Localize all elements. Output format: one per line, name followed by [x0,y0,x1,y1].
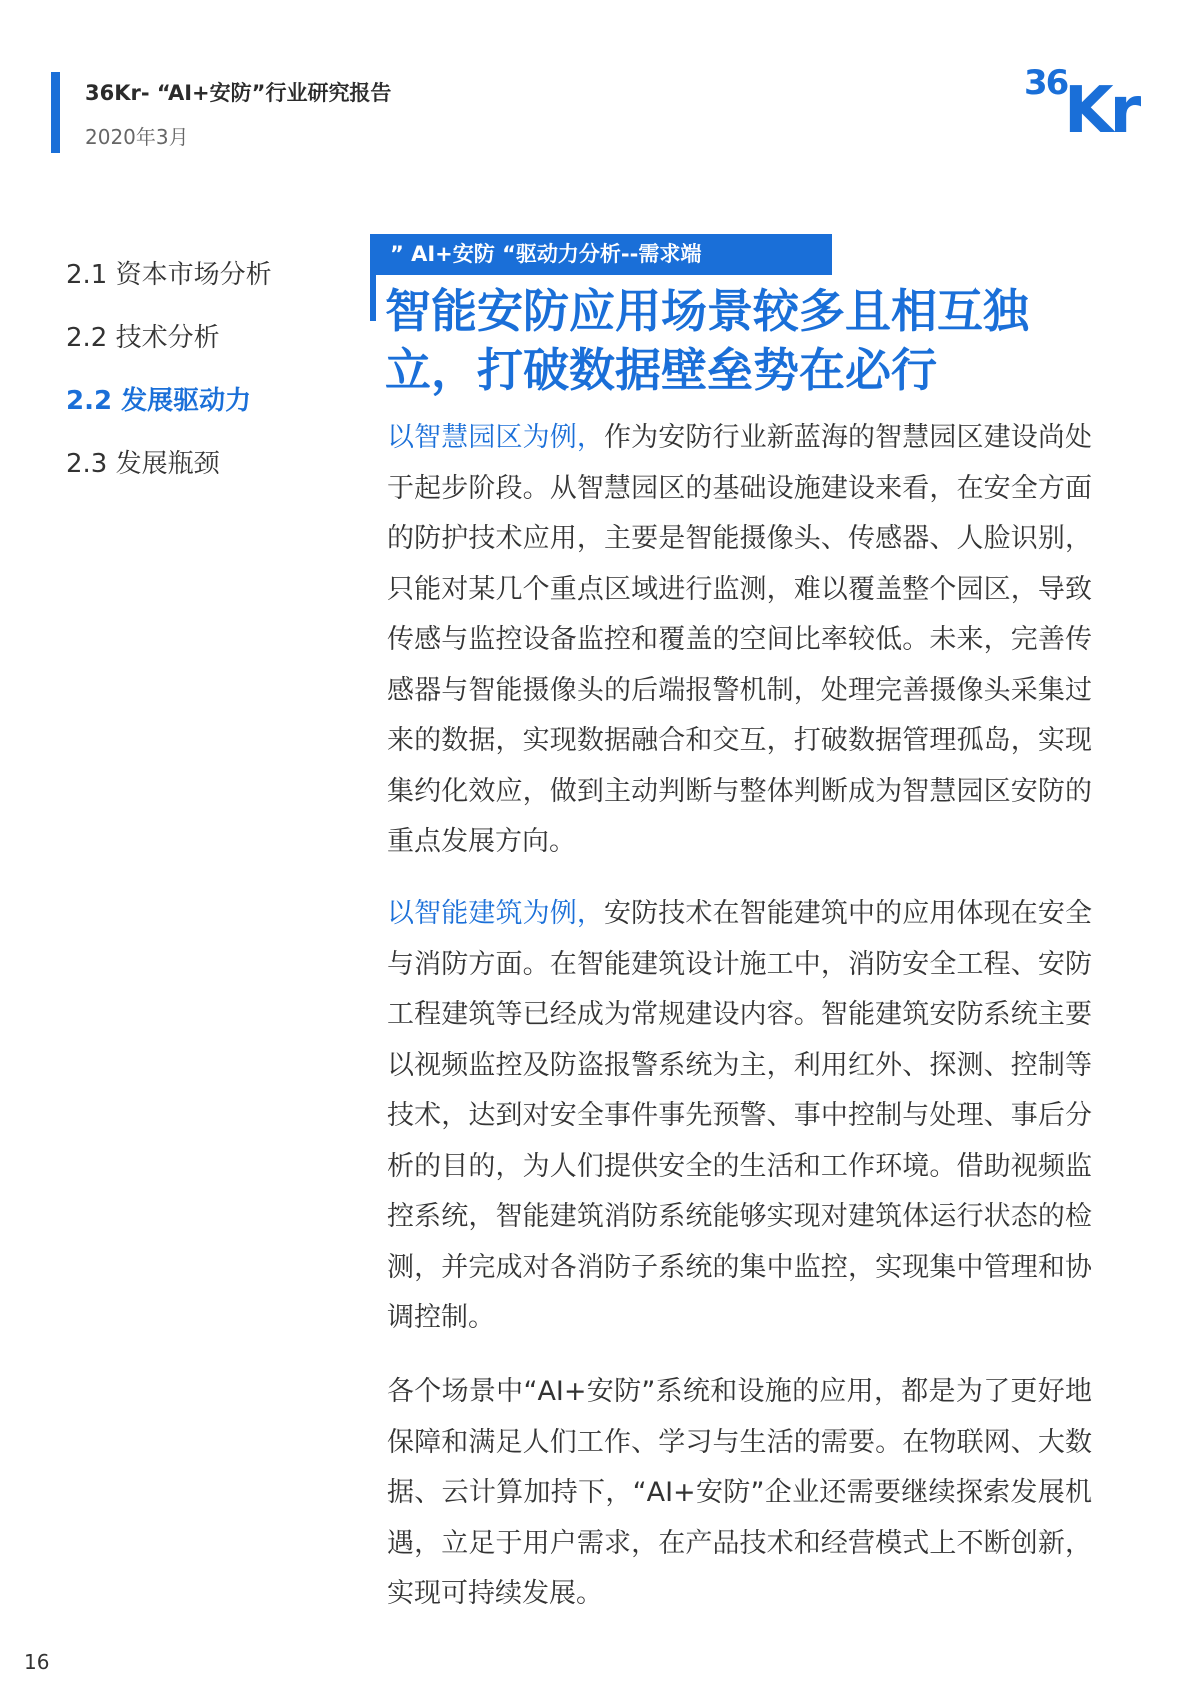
page-number: 16 [24,1650,50,1674]
paragraph-smart-building [387,889,1092,1344]
paragraph-lead: 以智能建筑为例， [387,898,604,929]
headline-accent-bar [370,275,376,321]
section-tag: ” AI+安防 “驱动力分析--需求端 [370,234,832,275]
sidebar-item-capital-market[interactable]: 2.1 资本市场分析 [66,260,272,290]
sidebar-item-drivers[interactable]: 2.2 发展驱动力 [66,386,252,416]
paragraph-body: 安防技术在智能建筑中的应用体现在安全与消防方面。在智能建筑设计施工中，消防安全工程、安防工程建筑等已经成为常规建设内容。智能建筑安防系统主要以视频监控及防盗报警系统为主，利用红外、探测、控制等技术，达到对安全事件事先预警、事中控制与处理、事后分析的目的，为人们提供安全的生活和工作环境。借助视频监控系统，智能建筑消防系统能够实现对建筑体运行状态的检测，并完成对各消防子系统的集中监控，实现集中管理和协调控制。 [387,898,1093,1333]
36kr-logo [1022,58,1148,140]
sidebar-item-bottlenecks[interactable]: 2.3 发展瓶颈 [66,449,220,479]
paragraph-body: 各个场景中“AI+安防”系统和设施的应用，都是为了更好地保障和满足人们工作、学习与生活的需要。在物联网、大数据、云计算加持下，“AI+安防”企业还需要继续探索发展机遇，立足于用户需求，在产品技术和经营模式上不断创新，实现可持续发展。 [387,1376,1092,1609]
paragraph-smart-park [387,413,1092,868]
36kr-logo-icon [1022,58,1148,140]
svg-text:Kr: Kr [1064,74,1138,140]
report-title: 36Kr- “AI+安防”行业研究报告 [85,81,392,105]
paragraph-lead: 以智慧园区为例， [387,422,604,453]
paragraph-body: 作为安防行业新蓝海的智慧园区建设尚处于起步阶段。从智慧园区的基础设施建设来看，在安全方面的防护技术应用，主要是智能摄像头、传感器、人脸识别，只能对某几个重点区域进行监测，难以覆盖整个园区，导致传感与监控设备监控和覆盖的空间比率较低。未来，完善传感器与智能摄像头的后端报警机制，处理完善摄像头采集过来的数据，实现数据融合和交互，打破数据管理孤岛，实现集约化效应，做到主动判断与整体判断成为智慧园区安防的重点发展方向。 [387,422,1093,857]
paragraph-summary [387,1367,1092,1620]
section-nav [66,258,326,510]
svg-text:36: 36 [1024,63,1068,103]
sidebar-item-technology[interactable]: 2.2 技术分析 [66,323,220,353]
page-headline: 智能安防应用场景较多且相互独立，打破数据壁垒势在必行 [385,284,1029,397]
report-date: 2020年3月 [85,125,189,149]
header-accent-bar [51,72,60,153]
